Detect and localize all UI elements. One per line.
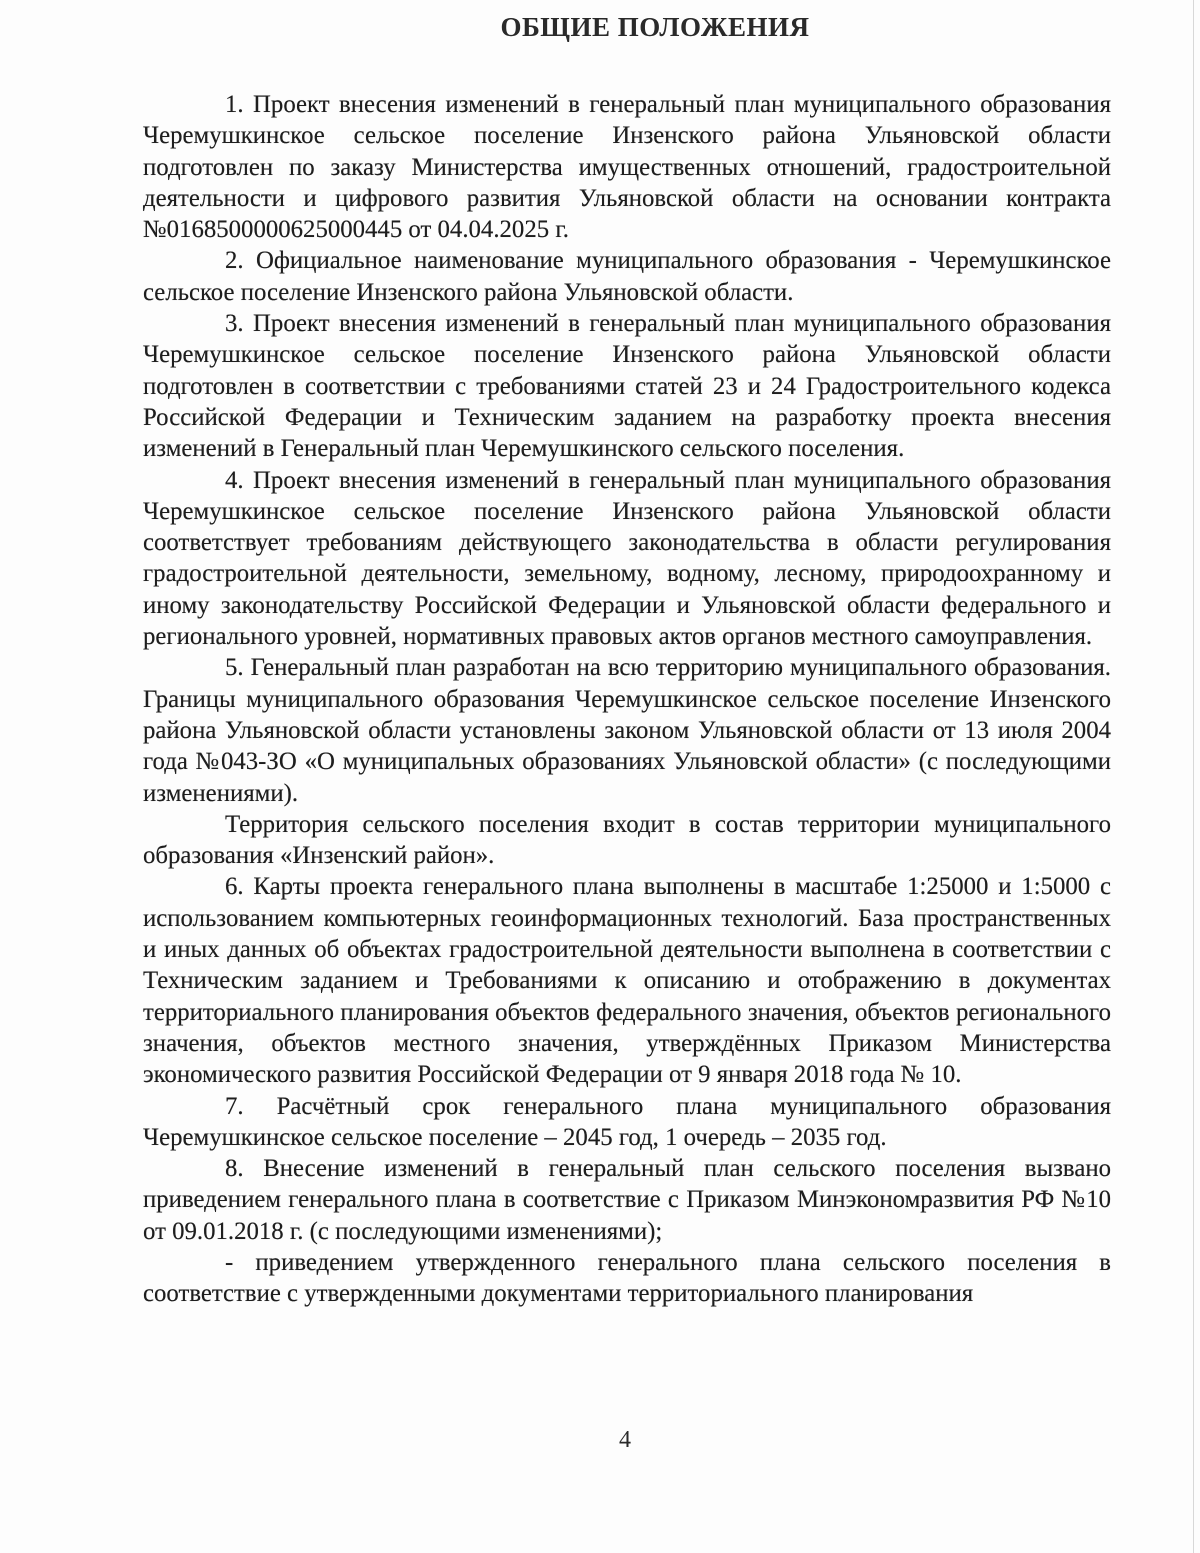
page-title: ОБЩИЕ ПОЛОЖЕНИЯ [500, 12, 810, 42]
paragraph-7: 7. Расчётный срок генерального плана муниципального образования Черемушкинское сельское поселение – 2045 год, 1 очередь – 2035 год. [143, 1092, 1111, 1151]
paragraph-5-territory: Территория сельского поселения входит в состав территории муниципального образования «Инзенский район». [143, 810, 1111, 870]
paragraph-6: 6. Карты проекта генерального плана выполнены в масштабе 1:25000 и 1:5000 с использованием компьютерных геоинформационных технологий. База пространственных и иных данных об объектах градостроительной деятельности выполнена в соответствии с Техническим заданием и Требованиями к описанию и отображению в документах территориального планирования объектов федерального значения, объектов регионального значения, объектов местного значения, утверждённых Приказом Министерства экономического развития Российской Федерации от 9 января 2018 года № 10. [143, 873, 1111, 1089]
scan-edge-line [1193, 0, 1194, 1553]
paragraph-3: 3. Проект внесения изменений в генеральный план муниципального образования Черемушкинское сельское поселение Инзенского района Ульяновской области подготовлен в соответствии с требованиями статей 23 и 24 Градостроительного кодекса Российской Федерации и Техническим заданием на разработку проекта внесения изменений в Генеральный план Черемушкинского сельского поселения. [143, 310, 1111, 463]
document-body [143, 89, 1111, 1310]
paragraph-8-item: - приведением утвержденного генерального плана сельского поселения в соответствие с утвержденными документами территориального планирования [143, 1248, 1111, 1308]
paragraph-1: 1. Проект внесения изменений в генеральный план муниципального образования Черемушкинское сельское поселение Инзенского района Ульяновской области подготовлен по заказу Министерства имущественных отношений, градостроительной деятельности и цифрового развития Ульяновской области на основании контракта №0168500000625000445 от 04.04.2025 г. [143, 91, 1111, 244]
paragraph-5: 5. Генеральный план разработан на всю территорию муниципального образования. Границы муниципального образования Черемушкинское сельское поселение Инзенского района Ульяновской области установлены законом Ульяновской области от 13 июля 2004 года №043-ЗО «О муниципальных образованиях Ульяновской области» (с последующими изменениями). [143, 654, 1111, 807]
paragraph-2: 2. Официальное наименование муниципального образования - Черемушкинское сельское поселение Инзенского района Ульяновской области. [143, 247, 1111, 306]
paragraph-8: 8. Внесение изменений в генеральный план сельского поселения вызвано приведением генерального плана в соответствие с Приказом Минэкономразвития РФ №10 от 09.01.2018 г. (с последующими изменениями); [143, 1155, 1111, 1245]
paragraph-4: 4. Проект внесения изменений в генеральный план муниципального образования Черемушкинское сельское поселение Инзенского района Ульяновской области соответствует требованиям действующего законодательства в области регулирования градостроительной деятельности, земельному, водному, лесному, природоохранному и иному законодательству Российской Федерации и Ульяновской области федерального и регионального уровней, нормативных правовых актов органов местного самоуправления. [143, 466, 1111, 651]
page-number: 4 [619, 1427, 631, 1453]
